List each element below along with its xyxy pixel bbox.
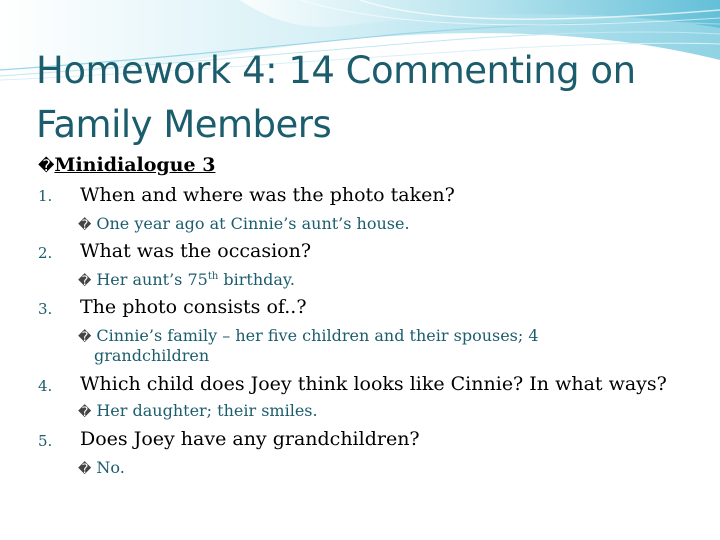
question-2: What was the occasion? (80, 240, 312, 262)
heading-text: Minidialogue 3 (54, 154, 216, 176)
answer-2-post: birthday. (218, 270, 295, 289)
question-4: Which child does Joey think looks like Cinnie? In what ways? (80, 373, 667, 395)
answer-5-text: No. (96, 458, 125, 477)
item-number-1: 1. (38, 187, 53, 205)
answer-bullet-icon: � (78, 274, 92, 289)
answer-3-line2: grandchildren (94, 346, 210, 365)
item-number-2: 2. (38, 244, 53, 262)
answer-4-text: Her daughter; their smiles. (96, 401, 318, 420)
answer-1-text: One year ago at Cinnie’s aunt’s house. (96, 214, 410, 233)
answer-bullet-icon: � (78, 218, 92, 233)
item-number-3: 3. (38, 300, 53, 318)
question-3: The photo consists of..? (80, 296, 307, 318)
question-5: Does Joey have any grandchildren? (80, 428, 420, 450)
answer-2-pre: Her aunt’s 75 (96, 270, 208, 289)
answer-bullet-icon: � (78, 405, 92, 420)
heading-bullet-icon: � (38, 156, 55, 175)
answer-2-sup: th (207, 271, 219, 282)
answer-1 (78, 214, 410, 233)
item-number-4: 4. (38, 377, 53, 395)
answer-bullet-icon: � (78, 330, 92, 345)
question-1: When and where was the photo taken? (80, 184, 455, 206)
answer-2 (78, 270, 295, 289)
item-number-5: 5. (38, 432, 53, 450)
answer-4 (78, 401, 318, 420)
answer-bullet-icon: � (78, 462, 92, 477)
title-line-2: Family Members (36, 103, 332, 146)
section-heading (38, 154, 215, 176)
answer-2-text (96, 270, 295, 289)
answer-3-text-line1: Cinnie’s family – her five children and their spouses; 4 (96, 326, 539, 345)
answer-5 (78, 458, 125, 477)
title-line-1: Homework 4: 14 Commenting on (36, 49, 636, 92)
answer-3 (78, 326, 539, 345)
